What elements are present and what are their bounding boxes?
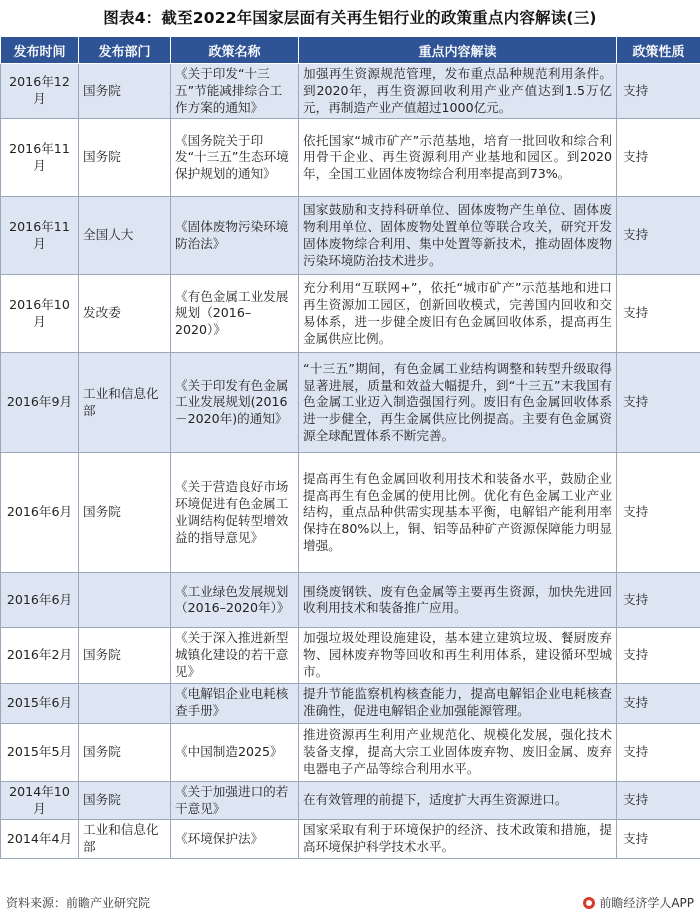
- cell-dept: 国务院: [79, 723, 171, 781]
- cell-date: 2016年11月: [1, 119, 79, 197]
- cell-policy-name: 《有色金属工业发展规划（2016–2020）》: [171, 275, 299, 353]
- cell-dept: 工业和信息化部: [79, 353, 171, 453]
- table-row: [1, 353, 700, 453]
- cell-key-content: 围绕废钢铁、废有色金属等主要再生资源，加快先进回收利用技术和装备推广应用。: [299, 573, 617, 628]
- cell-policy-name: 《工业绿色发展规划（2016–2020年）》: [171, 573, 299, 628]
- cell-policy-name: 《关于深入推进新型城镇化建设的若干意见》: [171, 628, 299, 683]
- cell-date: 2015年6月: [1, 683, 79, 723]
- cell-nature: 支持: [617, 275, 700, 353]
- brand-logo-icon: [583, 897, 595, 909]
- cell-policy-name: 《关于印发有色金属工业发展规划(2016－2020年)的通知》: [171, 353, 299, 453]
- cell-key-content: 提升节能监察机构核查能力，提高电解铝企业电耗核查准确性，促进电解铝企业加强能源管理。: [299, 683, 617, 723]
- cell-nature: 支持: [617, 628, 700, 683]
- cell-key-content: 充分利用“互联网+”，依托“城市矿产”示范基地和进口再生资源加工园区，创新回收模式，完善国内回收和交易体系，进一步健全废旧有色金属回收体系，提高再生金属供应比例。: [299, 275, 617, 353]
- cell-key-content: 推进资源再生利用产业规范化、规模化发展，强化技术装备支撑，提高大宗工业固体废弃物、废旧金属、废弃电器电子产品等综合利用水平。: [299, 723, 617, 781]
- table-row: [1, 275, 700, 353]
- cell-date: 2016年10月: [1, 275, 79, 353]
- cell-dept: [79, 573, 171, 628]
- cell-policy-name: 《关于营造良好市场环境促进有色金属工业调结构促转型增效益的指导意见》: [171, 453, 299, 573]
- table-row: [1, 453, 700, 573]
- cell-date: 2014年4月: [1, 820, 79, 859]
- cell-policy-name: 《中国制造2025》: [171, 723, 299, 781]
- cell-date: 2015年5月: [1, 723, 79, 781]
- cell-policy-name: 《关于加强进口的若干意见》: [171, 781, 299, 820]
- table-row: [1, 820, 700, 859]
- footer: [0, 888, 700, 916]
- cell-nature: 支持: [617, 453, 700, 573]
- brand: [583, 894, 694, 911]
- cell-date: 2016年9月: [1, 353, 79, 453]
- cell-key-content: 国家采取有利于环境保护的经济、技术政策和措施，提高环境保护科学技术水平。: [299, 820, 617, 859]
- cell-key-content: 加强垃圾处理设施建设，基本建立建筑垃圾、餐厨废弃物、园林废弃物等回收和再生利用体系，建设循环型城市。: [299, 628, 617, 683]
- cell-policy-name: 《关于印发“十三五”节能减排综合工作方案的通知》: [171, 64, 299, 119]
- cell-key-content: 在有效管理的前提下，适度扩大再生资源进口。: [299, 781, 617, 820]
- cell-nature: 支持: [617, 781, 700, 820]
- cell-date: 2016年12月: [1, 64, 79, 119]
- cell-policy-name: 《环境保护法》: [171, 820, 299, 859]
- cell-nature: 支持: [617, 119, 700, 197]
- cell-nature: 支持: [617, 573, 700, 628]
- cell-key-content: 国家鼓励和支持科研单位、固体废物产生单位、固体废物利用单位、固体废物处置单位等联合攻关，研究开发固体废物综合利用、集中处置等新技术，推动固体废物污染环境防治技术进步。: [299, 197, 617, 275]
- cell-dept: 国务院: [79, 119, 171, 197]
- cell-dept: 全国人大: [79, 197, 171, 275]
- cell-dept: 国务院: [79, 781, 171, 820]
- cell-dept: 国务院: [79, 628, 171, 683]
- policy-table: [0, 36, 700, 859]
- cell-key-content: 依托国家“城市矿产”示范基地，培育一批回收和综合利用骨干企业、再生资源利用产业基地和园区。到2020年，全国工业固体废物综合利用率提高到73%。: [299, 119, 617, 197]
- cell-dept: 工业和信息化部: [79, 820, 171, 859]
- table-row: [1, 119, 700, 197]
- cell-nature: 支持: [617, 683, 700, 723]
- header-dept: 发布部门: [79, 37, 171, 64]
- cell-date: 2016年6月: [1, 453, 79, 573]
- table-row: [1, 64, 700, 119]
- header-policy-name: 政策名称: [171, 37, 299, 64]
- header-nature: 政策性质: [617, 37, 700, 64]
- cell-dept: [79, 683, 171, 723]
- source-note: 资料来源：前瞻产业研究院: [6, 896, 151, 910]
- cell-dept: 发改委: [79, 275, 171, 353]
- chart-title: 图表4：截至2022年国家层面有关再生铝行业的政策重点内容解读(三): [103, 9, 597, 27]
- cell-date: 2016年11月: [1, 197, 79, 275]
- table-header-row: [1, 37, 700, 64]
- cell-date: 2016年6月: [1, 573, 79, 628]
- brand-label: 前瞻经济学人APP: [599, 896, 694, 910]
- cell-nature: 支持: [617, 820, 700, 859]
- cell-date: 2016年2月: [1, 628, 79, 683]
- cell-nature: 支持: [617, 723, 700, 781]
- table-row: [1, 197, 700, 275]
- cell-nature: 支持: [617, 197, 700, 275]
- cell-key-content: “十三五”期间，有色金属工业结构调整和转型升级取得显著进展，质量和效益大幅提升，到“十三五”末我国有色金属工业迈入制造强国行列。废旧有色金属回收体系进一步健全，再生金属供应比例提高。主要有色金属资源全球配置体系不断完善。: [299, 353, 617, 453]
- cell-key-content: 加强再生资源规范管理，发布重点品种规范利用条件。到2020年，再生资源回收利用产业产值达到1.5万亿元，再制造产业产值超过1000亿元。: [299, 64, 617, 119]
- cell-policy-name: 《固体废物污染环境防治法》: [171, 197, 299, 275]
- cell-nature: 支持: [617, 64, 700, 119]
- header-date: 发布时间: [1, 37, 79, 64]
- table-row: [1, 573, 700, 628]
- cell-date: 2014年10月: [1, 781, 79, 820]
- table-row: [1, 781, 700, 820]
- header-key-content: 重点内容解读: [299, 37, 617, 64]
- table-row: [1, 628, 700, 683]
- cell-dept: 国务院: [79, 64, 171, 119]
- cell-policy-name: 《电解铝企业电耗核查手册》: [171, 683, 299, 723]
- cell-dept: 国务院: [79, 453, 171, 573]
- cell-nature: 支持: [617, 353, 700, 453]
- cell-key-content: 提高再生有色金属回收利用技术和装备水平，鼓励企业提高再生有色金属的使用比例。优化有色金属工业产业结构，重点品种供需实现基本平衡，电解铝产能利用率保持在80%以上，铜、铝等品种矿产资源保障能力明显增强。: [299, 453, 617, 573]
- table-row: [1, 723, 700, 781]
- cell-policy-name: 《国务院关于印发“十三五”生态环境保护规划的通知》: [171, 119, 299, 197]
- table-row: [1, 683, 700, 723]
